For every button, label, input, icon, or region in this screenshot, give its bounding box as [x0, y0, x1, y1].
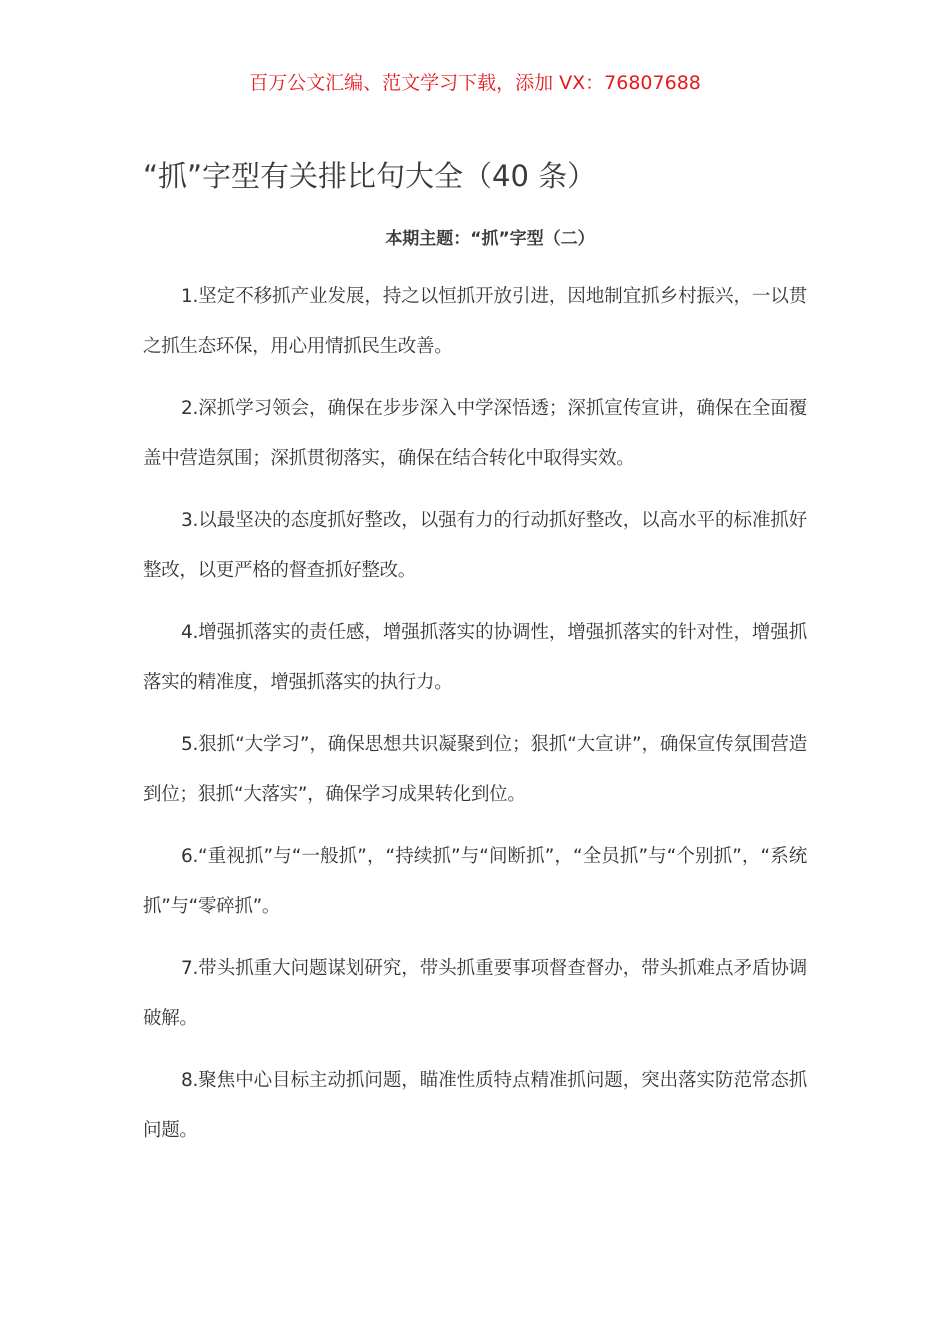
paragraph-6: 6.“重视抓”与“一般抓”，“持续抓”与“间断抓”，“全员抓”与“个别抓”，“系统抓”与“零碎抓”。: [143, 846, 807, 917]
paragraph-5: 5.狠抓“大学习”，确保思想共识凝聚到位；狠抓“大宣讲”，确保宣传氛围营造到位；狠抓“大落实”，确保学习成果转化到位。: [143, 734, 807, 805]
watermark-header: 百万公文汇编、范文学习下载，添加 VX：76807688: [249, 72, 701, 94]
paragraph-2: 2.深抓学习领会，确保在步步深入中学深悟透；深抓宣传宣讲，确保在全面覆盖中营造氛围；深抓贯彻落实，确保在结合转化中取得实效。: [143, 398, 807, 469]
document-subtitle: 本期主题：“抓”字型（二）: [385, 229, 595, 249]
paragraph-3: 3.以最坚决的态度抓好整改，以强有力的行动抓好整改，以高水平的标准抓好整改，以更严格的督查抓好整改。: [143, 510, 807, 581]
document-body: [143, 272, 807, 1168]
paragraph-7: 7.带头抓重大问题谋划研究，带头抓重要事项督查督办，带头抓难点矛盾协调破解。: [143, 958, 807, 1029]
paragraph-8: 8.聚焦中心目标主动抓问题，瞄准性质特点精准抓问题，突出落实防范常态抓问题。: [143, 1070, 807, 1141]
paragraph-1: 1.坚定不移抓产业发展，持之以恒抓开放引进，因地制宜抓乡村振兴，一以贯之抓生态环保，用心用情抓民生改善。: [143, 286, 807, 357]
paragraph-4: 4.增强抓落实的责任感，增强抓落实的协调性，增强抓落实的针对性，增强抓落实的精准度，增强抓落实的执行力。: [143, 622, 807, 693]
document-title: “抓”字型有关排比句大全（40 条）: [143, 159, 597, 193]
